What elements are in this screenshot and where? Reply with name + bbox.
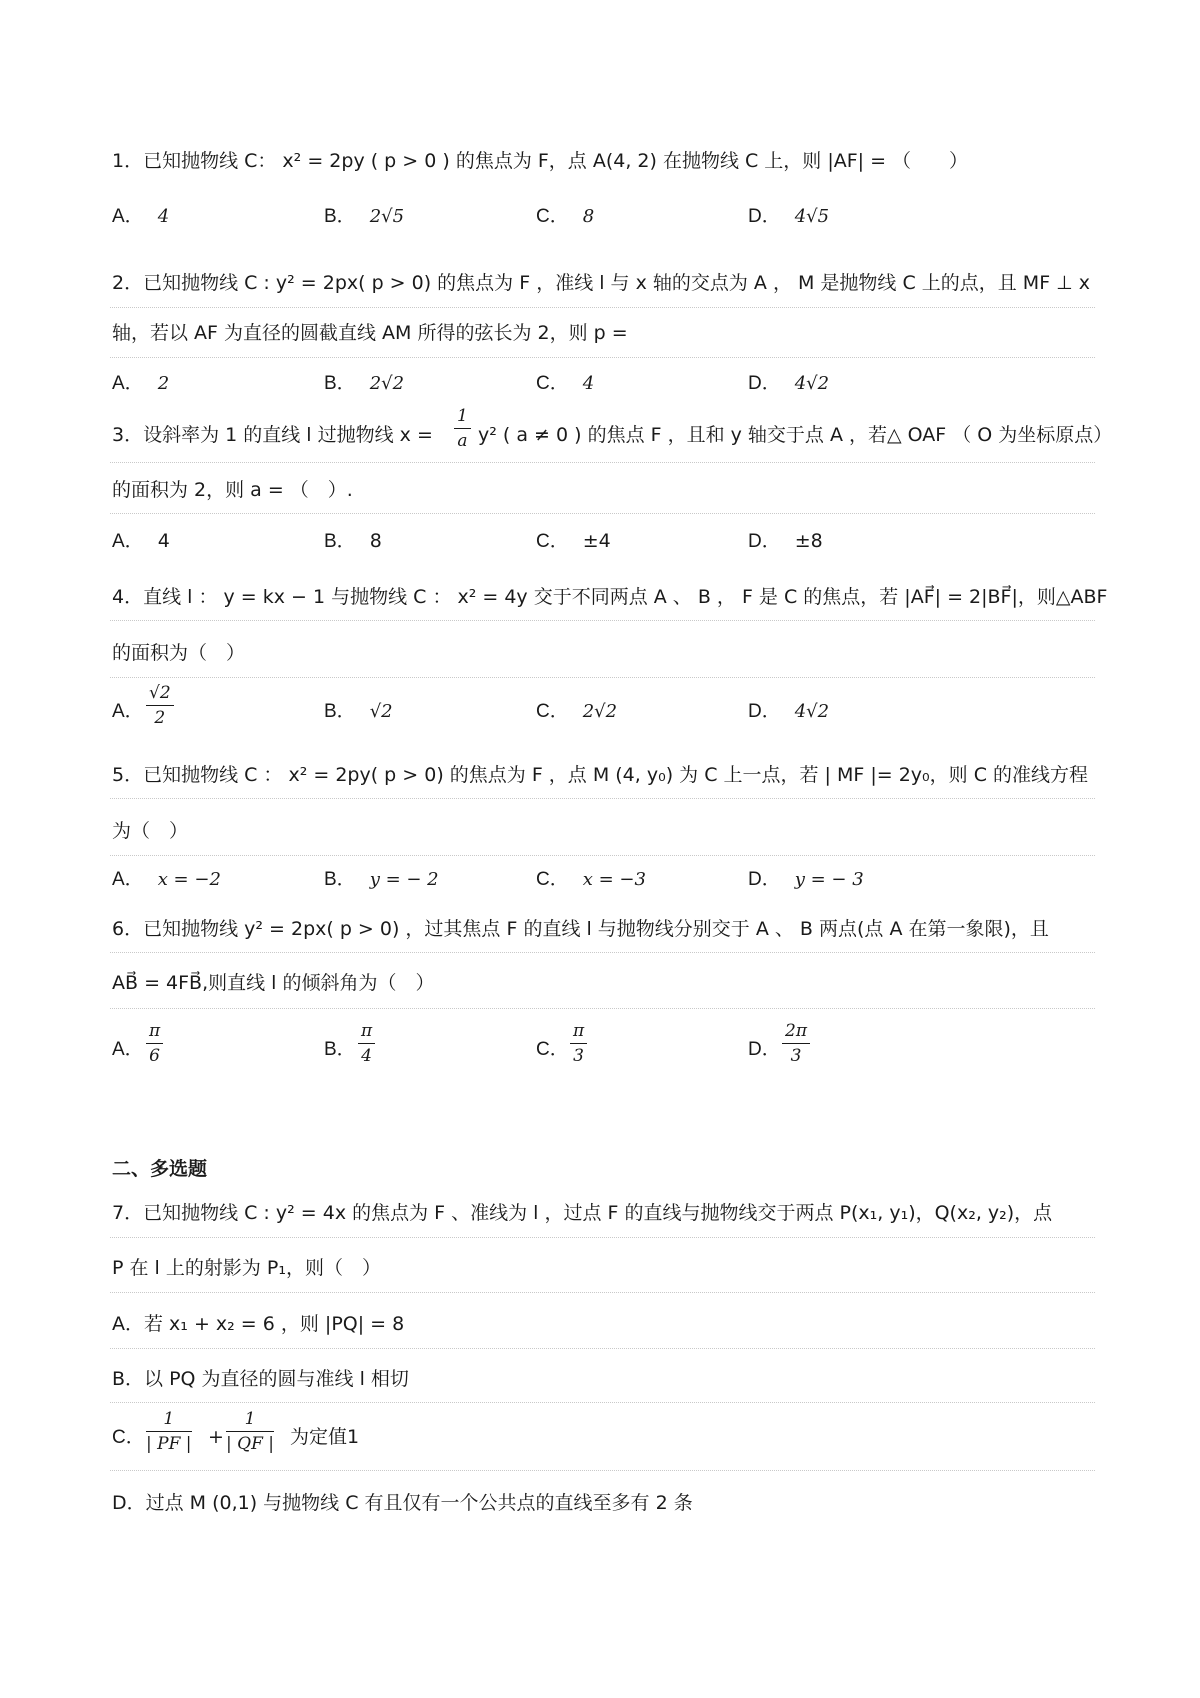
option-value: √2 bbox=[369, 701, 393, 722]
q5-stem-line1: 5．已知抛物线 C ： x² = 2py( p > 0) 的焦点为 F ，点 M (4, y₀) 为 C 上一点，若 | MF |= 2y₀，则 C 的准线方程 bbox=[112, 764, 1088, 786]
option-label: A． bbox=[112, 869, 144, 890]
q1-option-b[interactable] bbox=[324, 203, 404, 230]
dotted-divider bbox=[110, 1348, 1095, 1349]
q4-option-a[interactable] bbox=[112, 698, 144, 725]
fraction-denominator: 3 bbox=[573, 1046, 584, 1066]
option-value: 8 bbox=[582, 206, 595, 227]
q6-stem-line2: AB⃗ = 4FB⃗,则直线 l 的倾斜角为（ ） bbox=[112, 972, 435, 994]
option-value: 4√2 bbox=[794, 701, 830, 722]
option-value: 2√2 bbox=[369, 373, 405, 394]
q7-option-c-tail: 为定值1 bbox=[290, 1426, 360, 1448]
q6-option-c[interactable] bbox=[536, 1036, 569, 1063]
q5-stem-line2: 为（ ） bbox=[112, 820, 189, 842]
q3-option-c[interactable] bbox=[536, 528, 611, 555]
q3-option-b[interactable] bbox=[324, 528, 382, 555]
dotted-divider bbox=[110, 1402, 1095, 1403]
option-value: 4 bbox=[157, 530, 170, 552]
option-value: x = −2 bbox=[157, 869, 221, 890]
q1-stem: 1．已知抛物线 C： x² = 2py ( p > 0 ) 的焦点为 F，点 A(4, 2) 在抛物线 C 上，则 |AF| = （ ） bbox=[112, 150, 969, 172]
q7-stem-line1: 7．已知抛物线 C : y² = 4x 的焦点为 F 、准线为 l ，过点 F 的直线与抛物线交于两点 P(x₁, y₁)，Q(x₂, y₂)，点 bbox=[112, 1202, 1053, 1224]
fraction-numerator: 1 bbox=[454, 405, 471, 429]
q7-option-c-plus: + bbox=[208, 1426, 224, 1448]
dotted-divider bbox=[110, 855, 1095, 856]
q6-stem-line1: 6．已知抛物线 y² = 2px( p > 0) ，过其焦点 F 的直线 l 与抛物线分别交于 A 、 B 两点(点 A 在第一象限)，且 bbox=[112, 918, 1049, 940]
dotted-divider bbox=[110, 1237, 1095, 1238]
option-label: B． bbox=[324, 701, 356, 722]
dotted-divider bbox=[110, 357, 1095, 358]
q7-stem-line2: P 在 l 上的射影为 P₁，则（ ） bbox=[112, 1257, 381, 1279]
q5-option-a[interactable] bbox=[112, 866, 221, 893]
section-heading: 二、多选题 bbox=[112, 1158, 208, 1180]
dotted-divider bbox=[110, 798, 1095, 799]
fraction-denominator: | QF | bbox=[226, 1434, 274, 1454]
q4-stem-line1: 4．直线 l ： y = kx − 1 与抛物线 C ： x² = 4y 交于不同两点 A 、 B ， F 是 C 的焦点，若 |AF⃗| = 2|BF⃗|，则△ABF bbox=[112, 586, 1108, 608]
option-label: A． bbox=[112, 373, 144, 394]
option-value: 8 bbox=[369, 530, 382, 552]
q7-option-c-fraction-1 bbox=[146, 1408, 192, 1455]
q3-option-d[interactable] bbox=[748, 528, 823, 555]
q6-option-b[interactable] bbox=[324, 1036, 356, 1063]
option-value: y = − 2 bbox=[369, 869, 439, 890]
option-value: x = −3 bbox=[582, 869, 646, 890]
q3-option-a[interactable] bbox=[112, 528, 170, 555]
q5-option-c[interactable] bbox=[536, 866, 646, 893]
option-label: C． bbox=[536, 869, 569, 890]
fraction-denominator: 4 bbox=[361, 1046, 372, 1066]
option-label: A． bbox=[112, 1039, 144, 1060]
fraction-numerator: 2π bbox=[782, 1020, 810, 1044]
option-label: D． bbox=[748, 701, 781, 722]
fraction-numerator: π bbox=[570, 1020, 587, 1044]
option-label: D． bbox=[748, 373, 781, 394]
q3-stem-line1-post: y² ( a ≠ 0 ) 的焦点 F ，且和 y 轴交于点 A ，若△ OAF （ O 为坐标原点） bbox=[478, 424, 1113, 446]
option-label: D． bbox=[748, 1039, 781, 1060]
q7-option-c[interactable] bbox=[112, 1424, 145, 1451]
q2-option-a[interactable] bbox=[112, 370, 169, 397]
q5-option-b[interactable] bbox=[324, 866, 439, 893]
q1-option-c[interactable] bbox=[536, 203, 594, 230]
dotted-divider bbox=[110, 1008, 1095, 1009]
option-label: C． bbox=[536, 206, 569, 227]
option-label: C． bbox=[536, 1039, 569, 1060]
option-value: ±8 bbox=[794, 530, 823, 552]
q6-option-a-fraction bbox=[146, 1020, 163, 1067]
fraction-numerator: 1 bbox=[226, 1408, 274, 1432]
fraction-numerator: 1 bbox=[146, 1408, 192, 1432]
q5-option-d[interactable] bbox=[748, 866, 864, 893]
q7-option-a[interactable]: A．若 x₁ + x₂ = 6 ，则 |PQ| = 8 bbox=[112, 1313, 405, 1335]
q6-option-c-fraction bbox=[570, 1020, 587, 1067]
option-label: A． bbox=[112, 206, 144, 227]
fraction-denominator: 6 bbox=[149, 1046, 160, 1066]
option-value: y = − 3 bbox=[794, 869, 864, 890]
option-label: B． bbox=[324, 206, 356, 227]
option-value: 4√5 bbox=[794, 206, 830, 227]
fraction-numerator: π bbox=[358, 1020, 375, 1044]
option-label: A． bbox=[112, 701, 144, 722]
q2-stem-line1: 2．已知抛物线 C : y² = 2px( p > 0) 的焦点为 F ，准线 l 与 x 轴的交点为 A ， M 是抛物线 C 上的点，且 MF ⊥ x bbox=[112, 272, 1091, 294]
option-label: B． bbox=[324, 531, 356, 552]
fraction-denominator: 2 bbox=[154, 708, 166, 728]
q3-stem-line2: 的面积为 2，则 a = （ ）. bbox=[112, 479, 353, 501]
dotted-divider bbox=[110, 620, 1095, 621]
option-label: B． bbox=[324, 1039, 356, 1060]
q6-option-a[interactable] bbox=[112, 1036, 144, 1063]
option-label: B． bbox=[324, 869, 356, 890]
option-value: 4 bbox=[582, 373, 595, 394]
fraction-denominator: a bbox=[457, 431, 468, 451]
fraction-denominator: | PF | bbox=[146, 1434, 192, 1454]
q6-option-b-fraction bbox=[358, 1020, 375, 1067]
fraction-numerator: π bbox=[146, 1020, 163, 1044]
dotted-divider bbox=[110, 677, 1095, 678]
q6-option-d[interactable] bbox=[748, 1036, 781, 1063]
option-label: D． bbox=[748, 531, 781, 552]
option-label: C． bbox=[536, 701, 569, 722]
q4-stem-line2: 的面积为（ ） bbox=[112, 642, 246, 664]
dotted-divider bbox=[110, 1292, 1095, 1293]
q2-stem-line2: 轴，若以 AF 为直径的圆截直线 AM 所得的弦长为 2，则 p = bbox=[112, 322, 628, 344]
q3-stem-line1-pre: 3．设斜率为 1 的直线 l 过抛物线 x = bbox=[112, 424, 433, 446]
q4-option-d[interactable] bbox=[748, 698, 829, 725]
option-value: 2 bbox=[157, 373, 170, 394]
option-value: 2√5 bbox=[369, 206, 405, 227]
dotted-divider bbox=[110, 307, 1095, 308]
option-label: D． bbox=[748, 869, 781, 890]
q7-option-b[interactable]: B．以 PQ 为直径的圆与准线 l 相切 bbox=[112, 1368, 409, 1390]
q7-option-c-fraction-2 bbox=[226, 1408, 274, 1455]
q1-option-d[interactable] bbox=[748, 203, 829, 230]
dotted-divider bbox=[110, 952, 1095, 953]
fraction-denominator: 3 bbox=[790, 1046, 802, 1066]
q2-option-b[interactable] bbox=[324, 370, 404, 397]
option-value: ±4 bbox=[582, 530, 611, 552]
dotted-divider bbox=[110, 513, 1095, 514]
option-value: 2√2 bbox=[582, 701, 618, 722]
option-value: 4 bbox=[157, 206, 170, 227]
q4-option-c[interactable] bbox=[536, 698, 617, 725]
option-value: 4√2 bbox=[794, 373, 830, 394]
q4-option-b[interactable] bbox=[324, 698, 393, 725]
option-label: D． bbox=[748, 206, 781, 227]
dotted-divider bbox=[110, 462, 1095, 463]
fraction-numerator: √2 bbox=[146, 682, 174, 706]
q7-option-d[interactable]: D．过点 M (0,1) 与抛物线 C 有且仅有一个公共点的直线至多有 2 条 bbox=[112, 1492, 693, 1514]
q4-option-a-fraction bbox=[146, 682, 174, 729]
option-label: C． bbox=[536, 373, 569, 394]
option-label: B． bbox=[324, 373, 356, 394]
dotted-divider bbox=[110, 1470, 1095, 1471]
q3-fraction bbox=[454, 405, 471, 452]
option-label: C． bbox=[112, 1427, 145, 1448]
q1-option-a[interactable] bbox=[112, 203, 169, 230]
q2-option-d[interactable] bbox=[748, 370, 829, 397]
q6-option-d-fraction bbox=[782, 1020, 810, 1067]
option-label: A． bbox=[112, 531, 144, 552]
q2-option-c[interactable] bbox=[536, 370, 594, 397]
option-label: C． bbox=[536, 531, 569, 552]
